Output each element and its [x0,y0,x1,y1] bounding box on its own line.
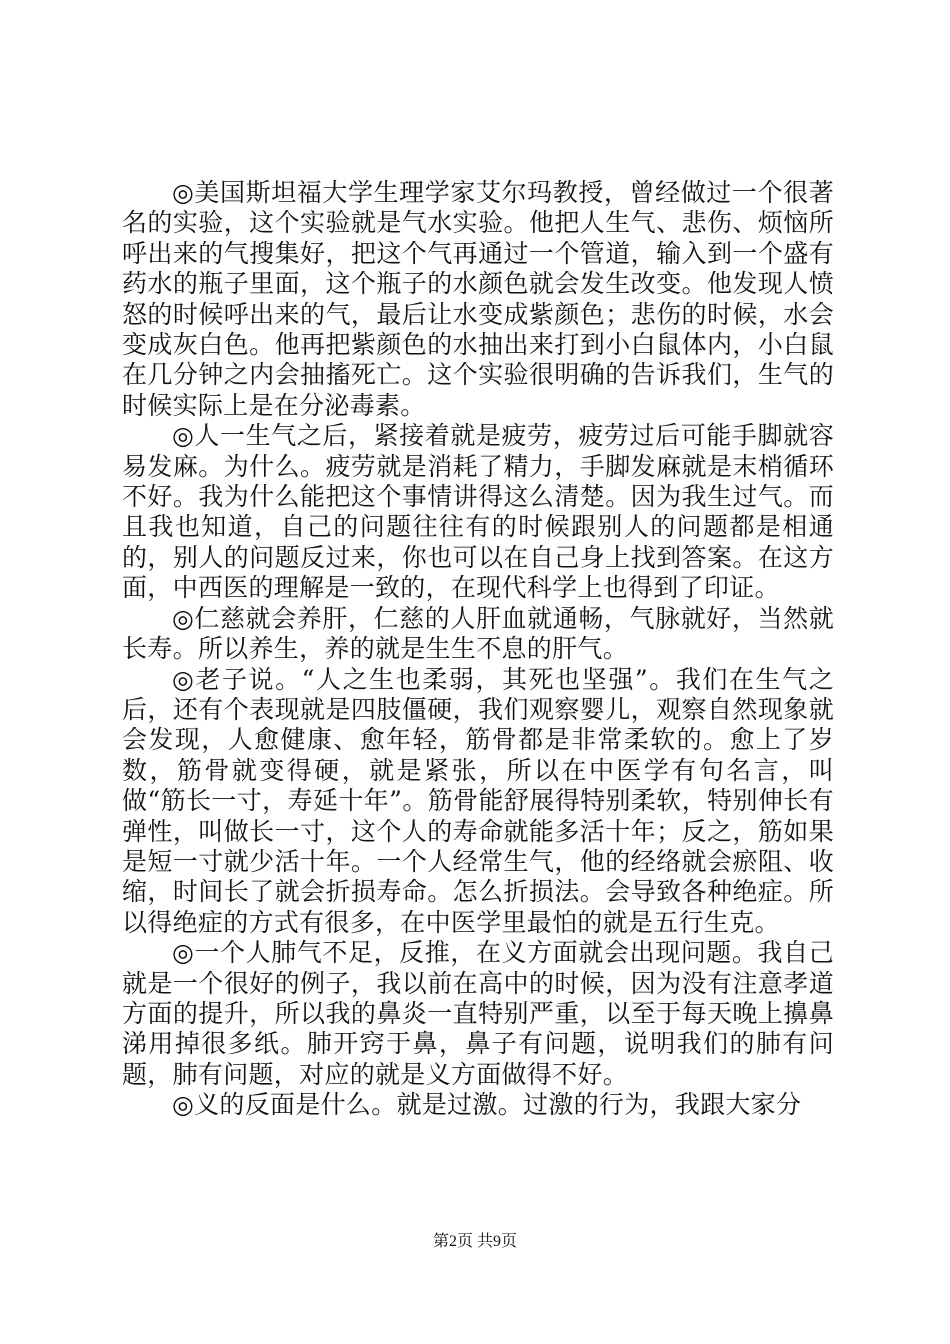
document-body [122,178,834,1121]
paragraph-4: ◎老子说。“人之生也柔弱，其死也坚强”。我们在生气之后，还有个表现就是四肢僵硬，我们观察婴儿，观察自然现象就会发现，人愈健康、愈年轻，筋骨都是非常柔软的。愈上了岁数，筋骨就变得硬，就是紧张，所以在中医学有句名言，叫做“筋长一寸，寿延十年”。筋骨能舒展得特别柔软，特别伸长有弹性，叫做长一寸，这个人的寿命就能多活十年；反之，筋如果是短一寸就少活十年。一个人经常生气，他的经络就会瘀阻、收缩，时间长了就会折损寿命。怎么折损法。会导致各种绝症。所以得绝症的方式有很多，在中医学里最怕的就是五行生克。 [122,664,834,937]
paragraph-3: ◎仁慈就会养肝，仁慈的人肝血就通畅，气脉就好，当然就长寿。所以养生，养的就是生生不息的肝气。 [122,603,834,664]
paragraph-5: ◎一个人肺气不足，反推，在义方面就会出现问题。我自己就是一个很好的例子，我以前在高中的时候，因为没有注意孝道方面的提升，所以我的鼻炎一直特别严重，以至于每天晚上擤鼻涕用掉很多纸。肺开窍于鼻，鼻子有问题，说明我们的肺有问题，肺有问题，对应的就是义方面做得不好。 [122,938,834,1089]
paragraph-2: ◎人一生气之后，紧接着就是疲劳，疲劳过后可能手脚就容易发麻。为什么。疲劳就是消耗了精力，手脚发麻就是末梢循环不好。我为什么能把这个事情讲得这么清楚。因为我生过气。而且我也知道，自己的问题往往有的时候跟别人的问题都是相通的，别人的问题反过来，你也可以在自己身上找到答案。在这方面，中西医的理解是一致的，在现代科学上也得到了印证。 [122,421,834,603]
paragraph-6: ◎义的反面是什么。就是过激。过激的行为，我跟大家分 [172,1090,802,1120]
page-footer: 第2页 共9页 [432,1233,517,1250]
paragraph-1: ◎美国斯坦福大学生理学家艾尔玛教授，曾经做过一个很著名的实验，这个实验就是气水实验。他把人生气、悲伤、烦恼所呼出来的气搜集好，把这个气再通过一个管道，输入到一个盛有药水的瓶子里面，这个瓶子的水颜色就会发生改变。他发现人愤怒的时候呼出来的气，最后让水变成紫颜色；悲伤的时候，水会变成灰白色。他再把紫颜色的水抽出来打到小白鼠体内，小白鼠在几分钟之内会抽搐死亡。这个实验很明确的告诉我们，生气的时候实际上是在分泌毒素。 [122,178,834,420]
